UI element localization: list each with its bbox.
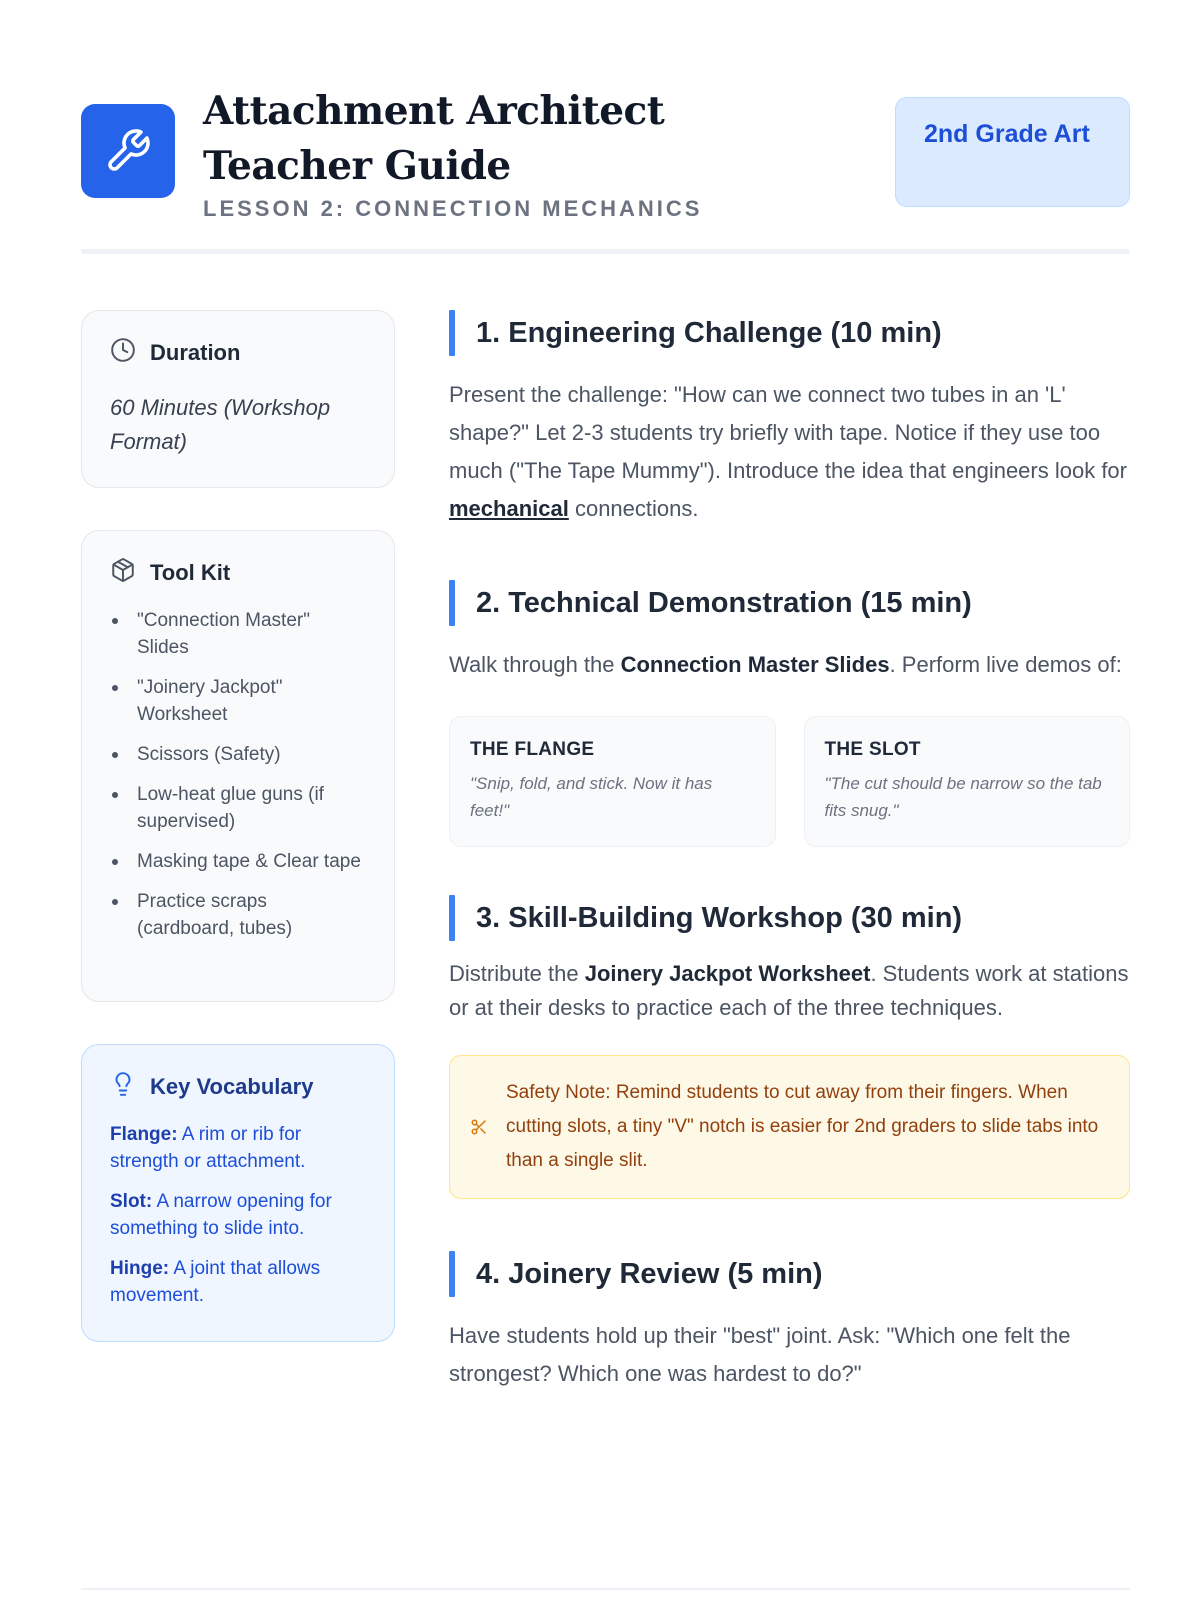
text-run: connections.: [568, 496, 699, 521]
vocabulary-heading: [110, 1071, 366, 1103]
list-item: Scissors (Safety): [110, 741, 366, 768]
toolkit-list: [110, 607, 366, 942]
box-icon: [110, 557, 136, 589]
section-technical-demonstration: [449, 580, 1130, 847]
demo-title: THE SLOT: [824, 739, 921, 760]
section-joinery-review: [449, 1251, 1130, 1393]
demo-card-slot: [804, 716, 1131, 847]
clock-icon: [110, 337, 136, 369]
demo-quote: "The cut should be narrow so the tab fits snug.": [824, 774, 1102, 820]
vocab-item-slot: [110, 1188, 366, 1242]
vocab-term: Flange:: [110, 1124, 178, 1145]
section-text: [449, 957, 1130, 1025]
vocab-term: Slot:: [110, 1191, 153, 1212]
section-title: 2. Technical Demonstration (15 min): [449, 580, 1130, 626]
page-title: Attachment Architect Teacher Guide: [203, 88, 665, 189]
demo-card-flange: [449, 716, 776, 847]
lesson-content: [449, 310, 1130, 1393]
list-item: "Joinery Jackpot" Worksheet: [110, 674, 366, 728]
list-item: Masking tape & Clear tape: [110, 848, 366, 875]
vocabulary-list: [110, 1121, 366, 1309]
section-title: 4. Joinery Review (5 min): [449, 1251, 1130, 1297]
section-engineering-challenge: [449, 310, 1130, 528]
section-title: 1. Engineering Challenge (10 min): [449, 310, 1130, 356]
header-divider: [81, 249, 1130, 254]
demo-cards: [449, 716, 1130, 847]
emphasis-text: Joinery Jackpot Worksheet: [584, 961, 871, 986]
toolkit-card: [81, 530, 395, 1002]
vocab-item-hinge: [110, 1255, 366, 1309]
section-text: Have students hold up their "best" joint. Ask: "Which one felt the strongest? Which one was hardest to do?": [449, 1323, 1071, 1386]
section-text: [449, 376, 1130, 528]
text-run: . Perform live demos of:: [889, 652, 1122, 677]
toolkit-heading: [110, 557, 366, 589]
duration-value: 60 Minutes (Workshop Format): [110, 395, 331, 454]
vocabulary-card: [81, 1044, 395, 1342]
text-run: . Students work at stations or at their desks to practice each of the three techniques.: [449, 961, 1129, 1020]
sidebar: [81, 310, 395, 1384]
text-run: Walk through the: [449, 652, 621, 677]
emphasis-text: mechanical: [449, 496, 569, 521]
list-item: Practice scraps (cardboard, tubes): [110, 888, 366, 942]
duration-heading: [110, 337, 366, 369]
demo-quote: "Snip, fold, and stick. Now it has feet!": [470, 774, 713, 820]
duration-card: [81, 310, 395, 488]
scissors-icon: [470, 1114, 488, 1148]
lightbulb-icon: [110, 1071, 136, 1103]
text-run: Distribute the: [449, 961, 585, 986]
section-text: [449, 646, 1130, 684]
section-title: 3. Skill-Building Workshop (30 min): [449, 895, 1130, 941]
grade-badge: 2nd Grade Art: [895, 97, 1130, 207]
demo-title: THE FLANGE: [470, 739, 595, 760]
vocab-definition: A narrow opening for something to slide into.: [110, 1191, 332, 1239]
duration-heading-label: Duration: [150, 340, 241, 365]
footer-divider: [81, 1588, 1130, 1590]
vocab-definition: A joint that allows movement.: [110, 1258, 321, 1306]
lesson-subtitle: LESSON 2: CONNECTION MECHANICS: [203, 196, 703, 221]
safety-note: [449, 1055, 1130, 1199]
text-run: Present the challenge: "How can we connect two tubes in an 'L' shape?" Let 2-3 students try briefly with tape. Notice if they use too much ("The Tape Mummy"). Introduce the idea that engineers look for: [449, 382, 1127, 483]
safety-note-text: Safety Note: Remind students to cut away from their fingers. When cutting slots, a tiny "V" notch is easier for 2nd graders to slide tabs into than a single slit.: [506, 1082, 1099, 1171]
vocab-term: Hinge:: [110, 1258, 170, 1279]
toolkit-heading-label: Tool Kit: [150, 560, 231, 585]
section-skill-building-workshop: [449, 895, 1130, 1199]
vocab-item-flange: [110, 1121, 366, 1175]
vocab-definition: A rim or rib for strength or attachment.: [110, 1124, 306, 1172]
emphasis-text: Connection Master Slides: [620, 652, 890, 677]
wrench-icon: [81, 104, 175, 198]
vocabulary-heading-label: Key Vocabulary: [150, 1074, 314, 1099]
list-item: Low-heat glue guns (if supervised): [110, 781, 366, 835]
page-header: [81, 84, 1130, 221]
list-item: "Connection Master" Slides: [110, 607, 366, 661]
